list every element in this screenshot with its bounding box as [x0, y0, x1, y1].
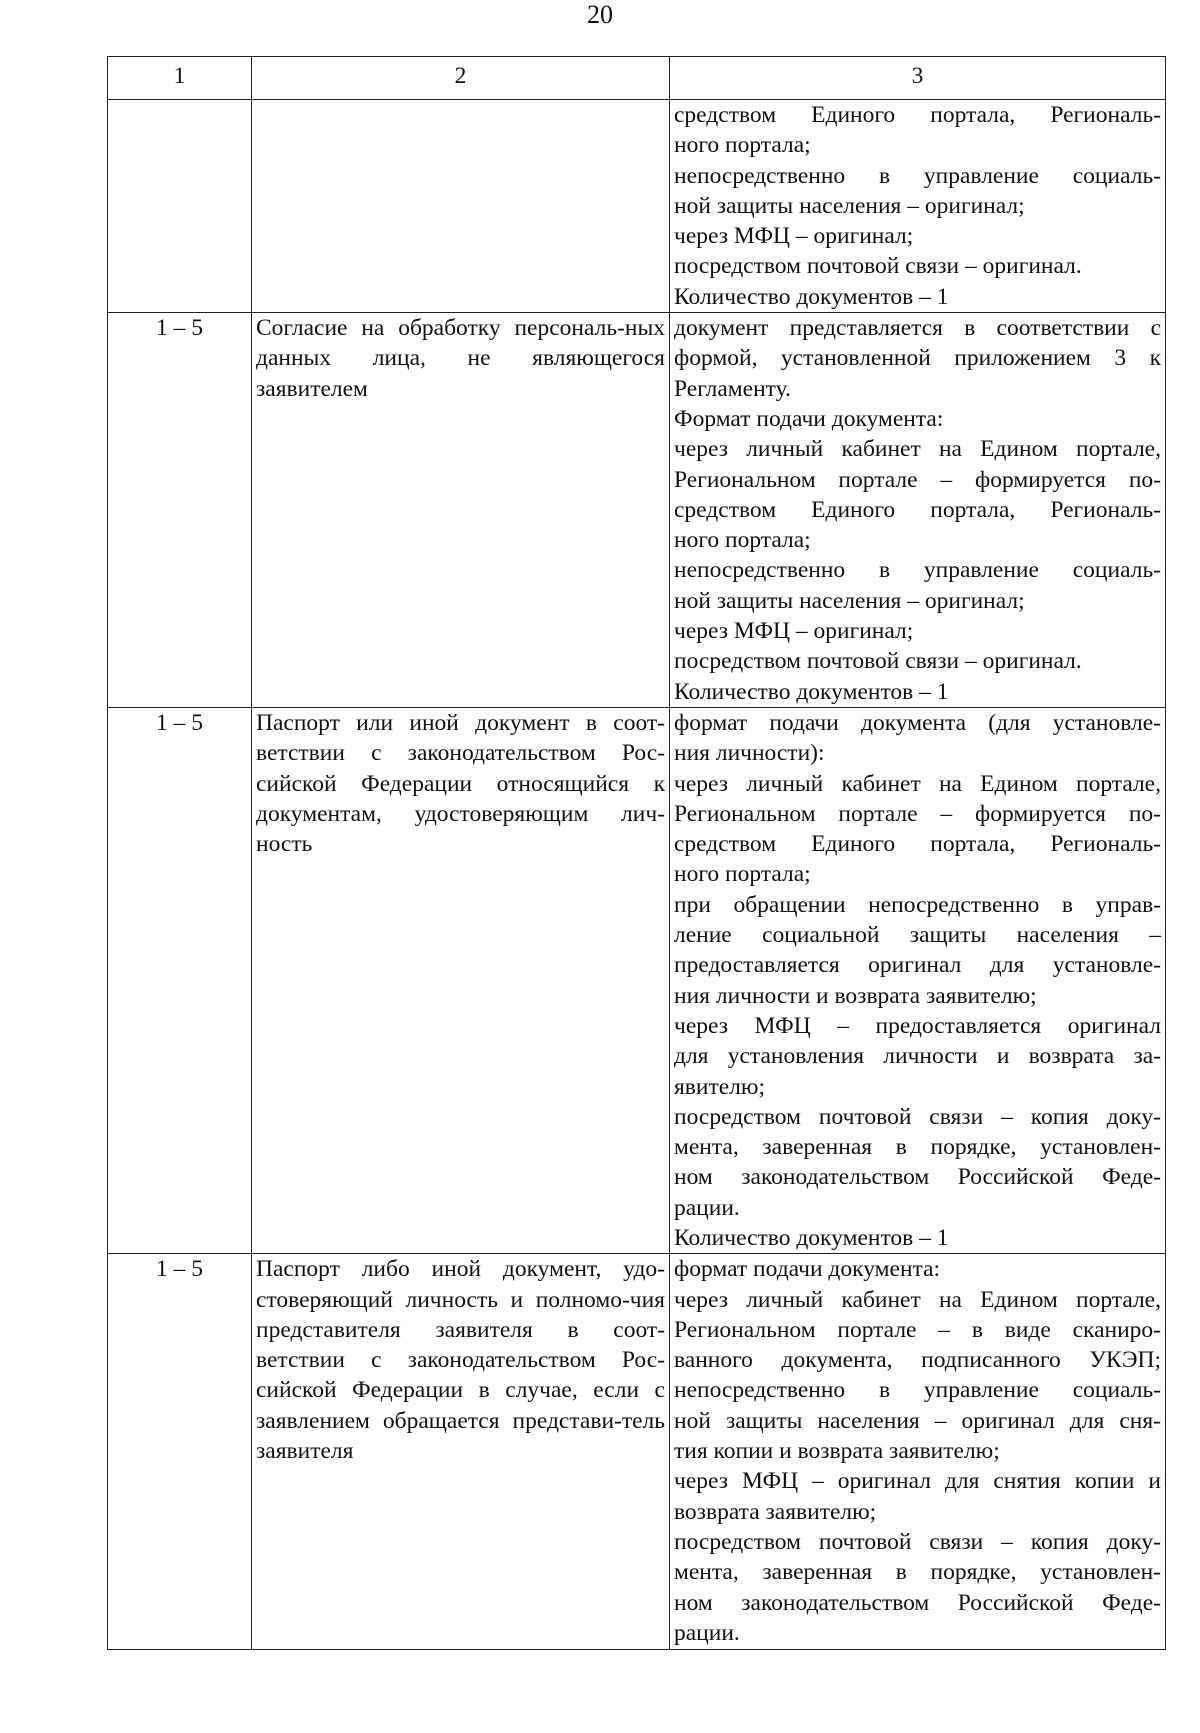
format-line: через личный кабинет на Едином портале,	[674, 436, 1161, 463]
format-line: через личный кабинет на Едином портале,	[674, 1286, 1161, 1313]
header-col-2: 2	[252, 57, 670, 100]
table-row	[108, 313, 1166, 708]
format-line: Формат подачи документа:	[674, 405, 944, 432]
format-line: посредством почтовой связи – копия доку-	[674, 1103, 1161, 1130]
format-line: через МФЦ – предоставляется оригинал	[674, 1012, 1161, 1039]
format-line: через МФЦ – оригинал;	[674, 223, 914, 250]
format-line: через МФЦ – оригинал для снятия копии и	[674, 1468, 1161, 1495]
format-line: явителю;	[674, 1073, 765, 1100]
format-line: предоставляется оригинал для установле-	[674, 952, 1161, 979]
format-line: ной защиты населения – оригинал;	[674, 587, 1025, 614]
format-line: Региональном портале – формируется по-	[674, 466, 1161, 493]
format-line: средством Единого портала, Региональ-	[674, 102, 1161, 128]
format-line: возврата заявителю;	[674, 1498, 877, 1525]
document-name-cell	[252, 313, 670, 708]
format-line: ном законодательством Российской Феде-	[674, 1589, 1161, 1616]
row-range-cell: 1 – 5	[108, 313, 252, 708]
format-line: формат подачи документа (для установле-	[674, 709, 1161, 736]
format-line: документ представляется в соответствии с	[674, 315, 1161, 342]
format-line: средством Единого портала, Региональ-	[674, 831, 1161, 858]
format-line: мента, заверенная в порядке, установлен-	[674, 1134, 1161, 1161]
format-line: Количество документов – 1	[674, 283, 949, 310]
format-line: средством Единого портала, Региональ-	[674, 496, 1161, 523]
document-name-text: Паспорт либо иной документ, удо-стоверяющий личность и полномо-чия представителя заявителя в соот-ветствии с законодательством Рос-сийской Федерации в случае, если с заявлением обращается представи-тель заявителя	[256, 1256, 665, 1465]
format-line: через личный кабинет на Едином портале,	[674, 770, 1161, 797]
format-line: Регламенту.	[674, 375, 791, 402]
row-range-cell: 1 – 5	[108, 1254, 252, 1650]
format-line: при обращении непосредственно в управ-	[674, 891, 1161, 918]
submission-format-cell	[670, 313, 1166, 708]
document-name-cell	[252, 707, 670, 1253]
format-line: ном законодательством Российской Феде-	[674, 1164, 1161, 1191]
table-row	[108, 707, 1166, 1253]
submission-format-cell	[670, 1254, 1166, 1650]
table-header-row	[108, 57, 1166, 100]
format-line: тия копии и возврата заявителю;	[674, 1438, 1000, 1465]
format-line: для установления личности и возврата за-	[674, 1043, 1161, 1070]
format-line: Региональном портале – формируется по-	[674, 800, 1161, 827]
format-line: мента, заверенная в порядке, установлен-	[674, 1559, 1161, 1586]
format-line: посредством почтовой связи – оригинал.	[674, 648, 1082, 675]
submission-format-cell	[670, 100, 1166, 313]
format-line: ной защиты населения – оригинал;	[674, 192, 1025, 219]
format-line: ление социальной защиты населения –	[674, 922, 1161, 949]
format-line: Количество документов – 1	[674, 1224, 949, 1251]
format-line: ного портала;	[674, 527, 811, 554]
format-line: ванного документа, подписанного УКЭП;	[674, 1347, 1161, 1374]
format-line: непосредственно в управление социаль-	[674, 1377, 1161, 1404]
format-line: ния личности и возврата заявителю;	[674, 982, 1037, 1009]
format-line: через МФЦ – оригинал;	[674, 618, 914, 645]
format-line: формой, установленной приложением 3 к	[674, 345, 1161, 372]
page-number: 20	[587, 0, 613, 29]
table-row	[108, 100, 1166, 313]
document-name-cell	[252, 100, 670, 313]
format-line: формат подачи документа:	[674, 1256, 941, 1283]
format-line: непосредственно в управление социаль-	[674, 557, 1161, 584]
header-col-1: 1	[108, 57, 252, 100]
document-name-text: Паспорт или иной документ в соот-ветствии с законодательством Рос-сийской Федерации относящийся к документам, удостоверяющим лич-ность	[256, 709, 665, 858]
format-line: посредством почтовой связи – оригинал.	[674, 253, 1082, 280]
format-line: ного портала;	[674, 861, 811, 888]
document-name-text: Согласие на обработку персональ-ных данных лица, не являющегося заявителем	[256, 315, 665, 402]
row-range-cell: 1 – 5	[108, 707, 252, 1253]
requirements-table	[107, 56, 1166, 1650]
format-line: непосредственно в управление социаль-	[674, 162, 1161, 189]
submission-format-cell	[670, 707, 1166, 1253]
format-line: Региональном портале – в виде сканиро-	[674, 1316, 1161, 1343]
format-line: ного портала;	[674, 132, 811, 159]
format-line: рации.	[674, 1619, 740, 1646]
format-line: рации.	[674, 1194, 740, 1221]
row-range-cell	[108, 100, 252, 313]
table-row	[108, 1254, 1166, 1650]
format-line: ния личности):	[674, 740, 825, 767]
document-name-cell	[252, 1254, 670, 1650]
format-line: посредством почтовой связи – копия доку-	[674, 1528, 1161, 1555]
format-line: Количество документов – 1	[674, 678, 949, 705]
header-col-3: 3	[670, 57, 1166, 100]
format-line: ной защиты населения – оригинал для сня-	[674, 1407, 1161, 1434]
